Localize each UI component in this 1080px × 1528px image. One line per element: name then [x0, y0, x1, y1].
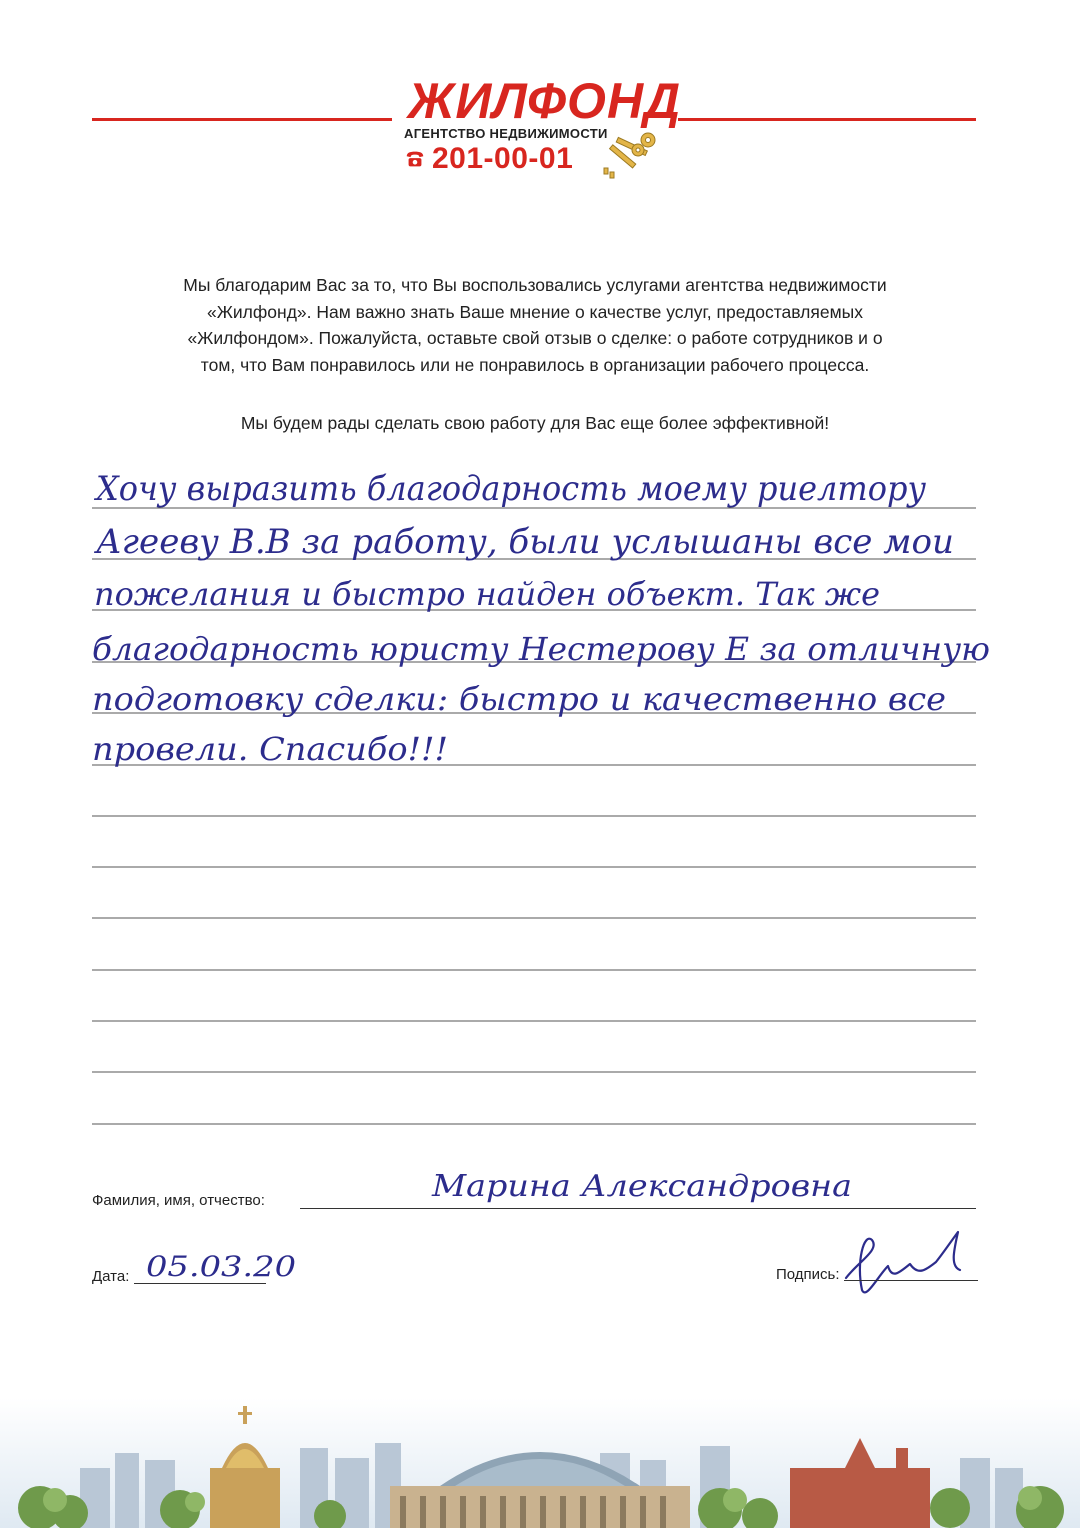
brand-name: ЖИЛФОНД — [408, 73, 682, 129]
date-field-line — [134, 1283, 266, 1284]
phone-number: 201-00-01 — [432, 142, 574, 175]
intro-line: том, что Вам понравилось или не понравилось в организации рабочего процесса. — [200, 354, 870, 375]
name-label: Фамилия, имя, отчество: — [92, 1192, 265, 1209]
signature-label: Подпись: — [776, 1266, 840, 1283]
handwritten-line: провели. Спасибо!!! — [92, 730, 448, 768]
date-value: 05.03.20 — [146, 1250, 296, 1283]
date-label: Дата: — [92, 1268, 130, 1285]
intro-line: «Жилфондом». Пожалуйста, оставьте свой отзыв о сделке: о работе сотрудников и о — [187, 328, 883, 348]
handwritten-line: подготовку сделки: быстро и качественно все — [92, 680, 946, 718]
cityscape-illustration — [0, 1398, 1080, 1528]
closing-text: Мы будем рады сделать свою работу для Вас еще более эффективной! — [240, 413, 830, 433]
handwritten-line: Хочу выразить благодарность моему риелтору — [93, 469, 927, 509]
handwritten-line: Агееву В.В за работу, были услышаны все мои — [93, 522, 954, 562]
name-value: Марина Александровна — [430, 1169, 852, 1204]
handwritten-line: благодарность юристу Нестерову Е за отличную — [92, 630, 990, 668]
intro-line: Мы благодарим Вас за то, что Вы воспользовались услугами агентства недвижимости — [183, 275, 887, 295]
signature-field-line — [844, 1280, 978, 1281]
handwritten-line: пожелания и быстро найден объект. Так же — [94, 575, 880, 613]
signature-mark — [846, 1232, 960, 1292]
intro-line: «Жилфонд». Нам важно знать Ваше мнение о качестве услуг, предоставляемых — [207, 301, 863, 322]
name-field-line — [300, 1208, 976, 1209]
agency-subtitle: АГЕНТСТВО НЕДВИЖИМОСТИ — [404, 126, 608, 141]
